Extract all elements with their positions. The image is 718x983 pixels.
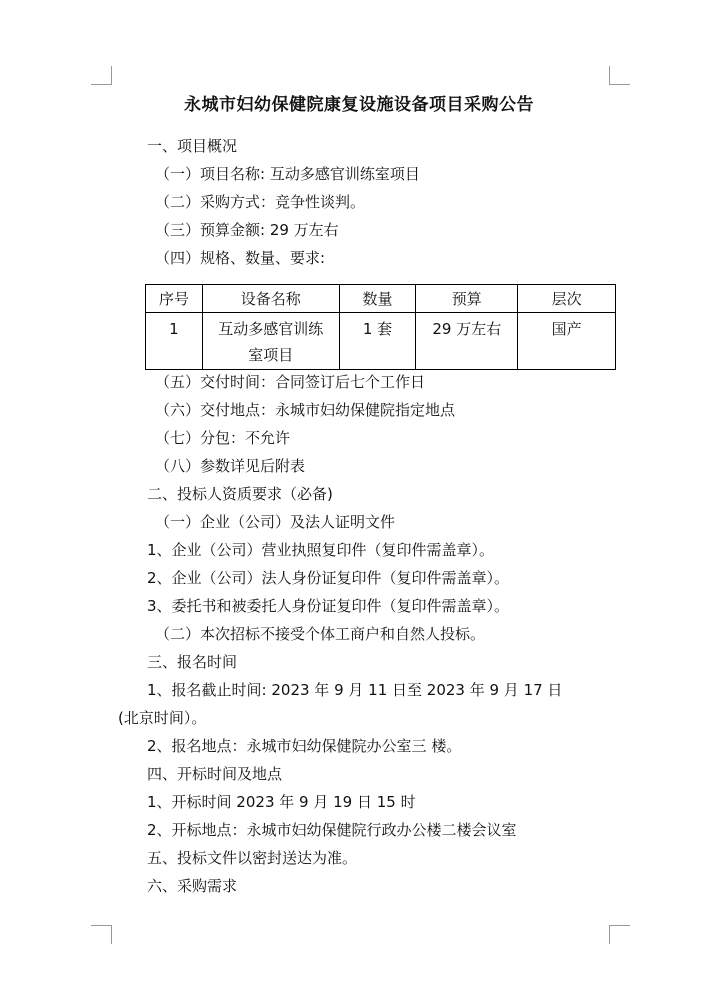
delivery-time: （五）交付时间：合同签订后七个工作日 <box>155 373 426 391</box>
level-cell: 国产 <box>518 313 616 370</box>
crop-mark-bottom-right <box>609 925 630 944</box>
opening-location: 2、开标地点：永城市妇幼保健院行政办公楼二楼会议室 <box>147 821 517 839</box>
crop-mark-top-right <box>609 66 630 85</box>
table-header-cell: 序号 <box>146 285 203 313</box>
section-4-heading: 四、开标时间及地点 <box>147 765 283 783</box>
table-row <box>146 313 616 370</box>
equipment-table <box>145 284 616 370</box>
qualification-item: 3、委托书和被委托人身份证复印件（复印件需盖章）。 <box>147 597 510 615</box>
qualification-exclusion: （二）本次招标不接受个体工商户和自然人投标。 <box>155 625 486 643</box>
opening-time: 1、开标时间 2023 年 9 月 19 日 15 时 <box>147 793 416 811</box>
section-6-heading: 六、采购需求 <box>147 877 238 895</box>
quantity-cell: 1 套 <box>339 313 416 370</box>
qualification-item: 2、企业（公司）法人身份证复印件（复印件需盖章）。 <box>147 569 510 587</box>
subcontract: （七）分包：不允许 <box>155 429 291 447</box>
equipment-name-line: 互动多感官训练 <box>218 320 324 338</box>
table-header-cell: 数量 <box>339 285 416 313</box>
qualification-item: 1、企业（公司）营业执照复印件（复印件需盖章）。 <box>147 541 495 559</box>
registration-location: 2、报名地点：永城市妇幼保健院办公室三 楼。 <box>147 737 462 755</box>
qualification-docs: （一）企业（公司）及法人证明文件 <box>155 513 396 531</box>
table-header-row <box>146 285 616 313</box>
budget-cell: 29 万左右 <box>416 313 518 370</box>
budget-amount: （三）预算金额: 29 万左右 <box>155 221 339 239</box>
registration-deadline-cont: (北京时间）。 <box>118 709 207 727</box>
table-header-cell: 设备名称 <box>202 285 339 313</box>
parameters-note: （八）参数详见后附表 <box>155 457 306 475</box>
row-number-cell: 1 <box>146 313 203 370</box>
spec-heading: （四）规格、数量、要求: <box>155 249 326 267</box>
table-header-cell: 预算 <box>416 285 518 313</box>
table-header-cell: 层次 <box>518 285 616 313</box>
delivery-location: （六）交付地点：永城市妇幼保健院指定地点 <box>155 401 456 419</box>
section-1-heading: 一、项目概况 <box>147 137 238 155</box>
section-5-heading: 五、投标文件以密封送达为准。 <box>147 849 358 867</box>
section-3-heading: 三、报名时间 <box>147 653 238 671</box>
crop-mark-bottom-left <box>91 925 112 944</box>
equipment-name-cell <box>202 313 339 370</box>
section-2-heading: 二、投标人资质要求（必备) <box>147 485 333 503</box>
registration-deadline: 1、报名截止时间: 2023 年 9 月 11 日至 2023 年 9 月 17 日 <box>147 681 563 699</box>
project-name: （一）项目名称: 互动多感官训练室项目 <box>155 165 420 183</box>
document-title: 永城市妇幼保健院康复设施设备项目采购公告 <box>184 95 534 115</box>
crop-mark-top-left <box>91 66 112 85</box>
procurement-method: （二）采购方式：竞争性谈判。 <box>155 193 366 211</box>
equipment-name-line: 室项目 <box>248 346 294 364</box>
